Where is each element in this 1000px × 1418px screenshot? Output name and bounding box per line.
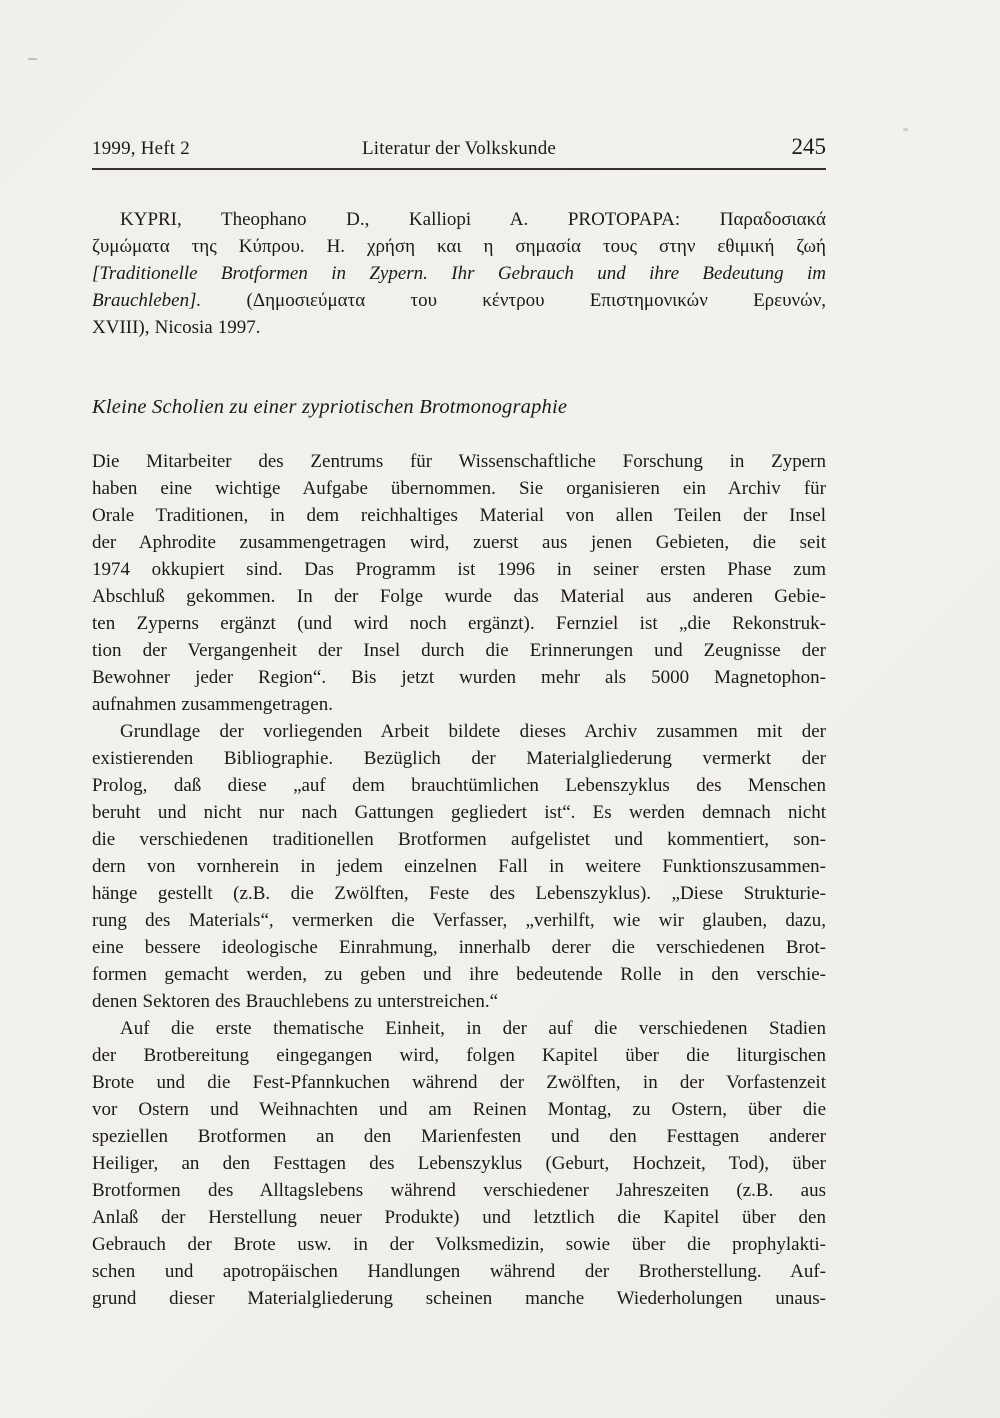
text-line: Auf die erste thematische Einheit, in der auf die verschiedenen Stadien [120, 1018, 826, 1039]
text-line: der Aphrodite zusammengetragen wird, zuerst aus jenen Gebieten, die seit [92, 532, 826, 553]
paragraph [92, 448, 826, 718]
text-line: schen und apotropäischen Handlungen während der Brotherstellung. Auf- [92, 1261, 826, 1282]
header-rule [92, 168, 826, 170]
text-line: tion der Vergangenheit der Insel durch die Erinnerungen und Zeugnisse der [92, 640, 826, 661]
text-line: eine bessere ideologische Einrahmung, innerhalb derer die verschiedenen Brot- [92, 937, 826, 958]
scan-artifact [903, 128, 908, 131]
text-line: [Traditionelle Brotformen in Zypern. Ihr Gebrauch und ihre Bedeutung im [92, 263, 826, 284]
page-content [92, 136, 826, 1312]
text-line: Brote und die Fest-Pfannkuchen während der Zwölften, in der Vorfastenzeit [92, 1072, 826, 1093]
text-line: ζυμώματα της Κύπρου. Η. χρήση και η σημασία τους στην εθιμική ζωή [92, 236, 826, 257]
text-line: Abschluß gekommen. In der Folge wurde das Material aus anderen Gebie- [92, 586, 826, 607]
paragraph [92, 1015, 826, 1312]
text-line: der Brotbereitung eingegangen wird, folgen Kapitel über die liturgischen [92, 1045, 826, 1066]
issue-label: 1999, Heft 2 [92, 138, 190, 159]
text-line: speziellen Brotformen an den Marienfesten und den Festtagen anderer [92, 1126, 826, 1147]
text-line: dern von vornherein in jedem einzelnen Fall in weitere Funktionszusammen- [92, 856, 826, 877]
paragraph [92, 718, 826, 1015]
text-line: Die Mitarbeiter des Zentrums für Wissenschaftliche Forschung in Zypern [92, 451, 826, 472]
text-line: rung des Materials“, vermerken die Verfasser, „verhilft, wie wir glauben, dazu, [92, 910, 826, 931]
review-heading: Kleine Scholien zu einer zypriotischen Brotmonographie [92, 396, 568, 418]
text-line: Prolog, daß diese „auf dem brauchtümlichen Lebenszyklus des Menschen [92, 775, 826, 796]
text-line: die verschiedenen traditionellen Brotformen aufgelistet und kommentiert, son- [92, 829, 826, 850]
text-line: Heiliger, an den Festtagen des Lebenszyklus (Geburt, Hochzeit, Tod), über [92, 1153, 826, 1174]
text-line: haben eine wichtige Aufgabe übernommen. Sie organisieren ein Archiv für [92, 478, 826, 499]
text-line: ten Zyperns ergänzt (und wird noch ergänzt). Fernziel ist „die Rekonstruk- [92, 613, 826, 634]
text-line: grund dieser Materialgliederung scheinen manche Wiederholungen unaus- [92, 1288, 826, 1309]
page-number: 245 [791, 134, 826, 159]
text-line: vor Ostern und Weihnachten und am Reinen Montag, zu Ostern, über die [92, 1099, 826, 1120]
citation-paragraph [92, 206, 826, 341]
text-line: existierenden Bibliographie. Bezüglich der Materialgliederung vermerkt der [92, 748, 826, 769]
scan-artifact [28, 58, 37, 60]
text-line: denen Sektoren des Brauchlebens zu unterstreichen.“ [92, 991, 499, 1012]
text-line: aufnahmen zusammengetragen. [92, 694, 333, 715]
journal-title: Literatur der Volkskunde [361, 138, 557, 159]
text-line: formen gemacht werden, zu geben und ihre bedeutende Rolle in den verschie- [92, 964, 826, 985]
text-line: Bewohner jeder Region“. Bis jetzt wurden mehr als 5000 Magnetophon- [92, 667, 826, 688]
text-line: 1974 okkupiert sind. Das Programm ist 1996 in seiner ersten Phase zum [92, 559, 826, 580]
text-line: hänge gestellt (z.B. die Zwölften, Feste des Lebenszyklus). „Diese Strukturie- [92, 883, 826, 904]
page-header [92, 136, 826, 160]
text-line: Gebrauch der Brote usw. in der Volksmedizin, sowie über die prophylakti- [92, 1234, 826, 1255]
review-body [92, 448, 826, 1312]
text-line: Anlaß der Herstellung neuer Produkte) und letztlich die Kapitel über den [92, 1207, 826, 1228]
text-line: Brotformen des Alltagslebens während verschiedener Jahreszeiten (z.B. aus [92, 1180, 826, 1201]
text-line: Brauchleben]. (Δημοσιεύματα του κέντρου Επιστημονικών Ερευνών, [92, 290, 826, 311]
text-line: Grundlage der vorliegenden Arbeit bildete dieses Archiv zusammen mit der [120, 721, 826, 742]
text-line: Orale Traditionen, in dem reichhaltiges Material von allen Teilen der Insel [92, 505, 826, 526]
text-line: XVIII), Nicosia 1997. [92, 317, 261, 338]
text-line: beruht und nicht nur nach Gattungen gegliedert ist“. Es werden demnach nicht [92, 802, 826, 823]
text-line: KYPRI, Theophano D., Kalliopi A. PROTOPAPA: Παραδοσιακά [120, 209, 826, 230]
